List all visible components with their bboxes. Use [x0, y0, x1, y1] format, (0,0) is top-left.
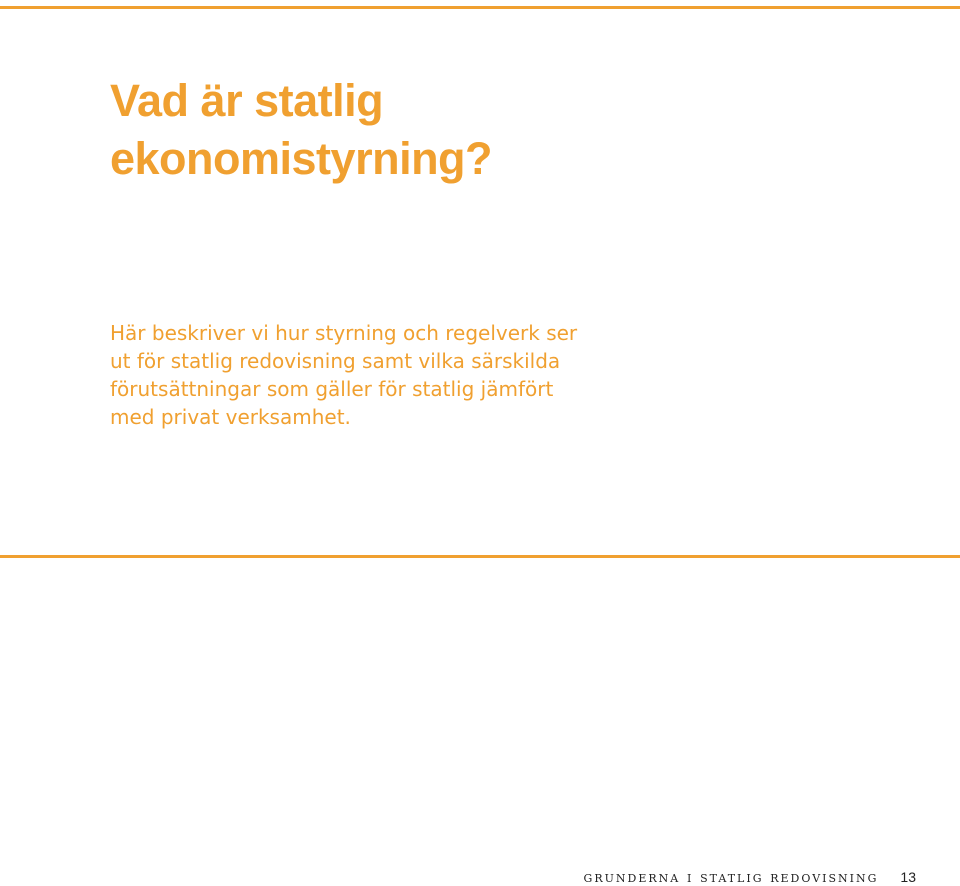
intro-line: förutsättningar som gäller för statlig jämfört — [110, 377, 554, 401]
top-divider — [0, 6, 960, 9]
intro-line: ut för statlig redovisning samt vilka särskilda — [110, 349, 561, 373]
page-title — [110, 72, 810, 188]
running-title: grunderna i statlig redovisning — [583, 868, 879, 886]
title-line: Vad är statlig — [110, 75, 384, 126]
section-divider — [0, 555, 960, 558]
page-footer — [584, 868, 916, 886]
page-number: 13 — [900, 869, 916, 885]
intro-paragraph — [110, 319, 730, 431]
title-line: ekonomistyrning? — [110, 133, 493, 184]
intro-line: Här beskriver vi hur styrning och regelverk ser — [110, 321, 578, 345]
intro-line: med privat verksamhet. — [110, 405, 351, 429]
